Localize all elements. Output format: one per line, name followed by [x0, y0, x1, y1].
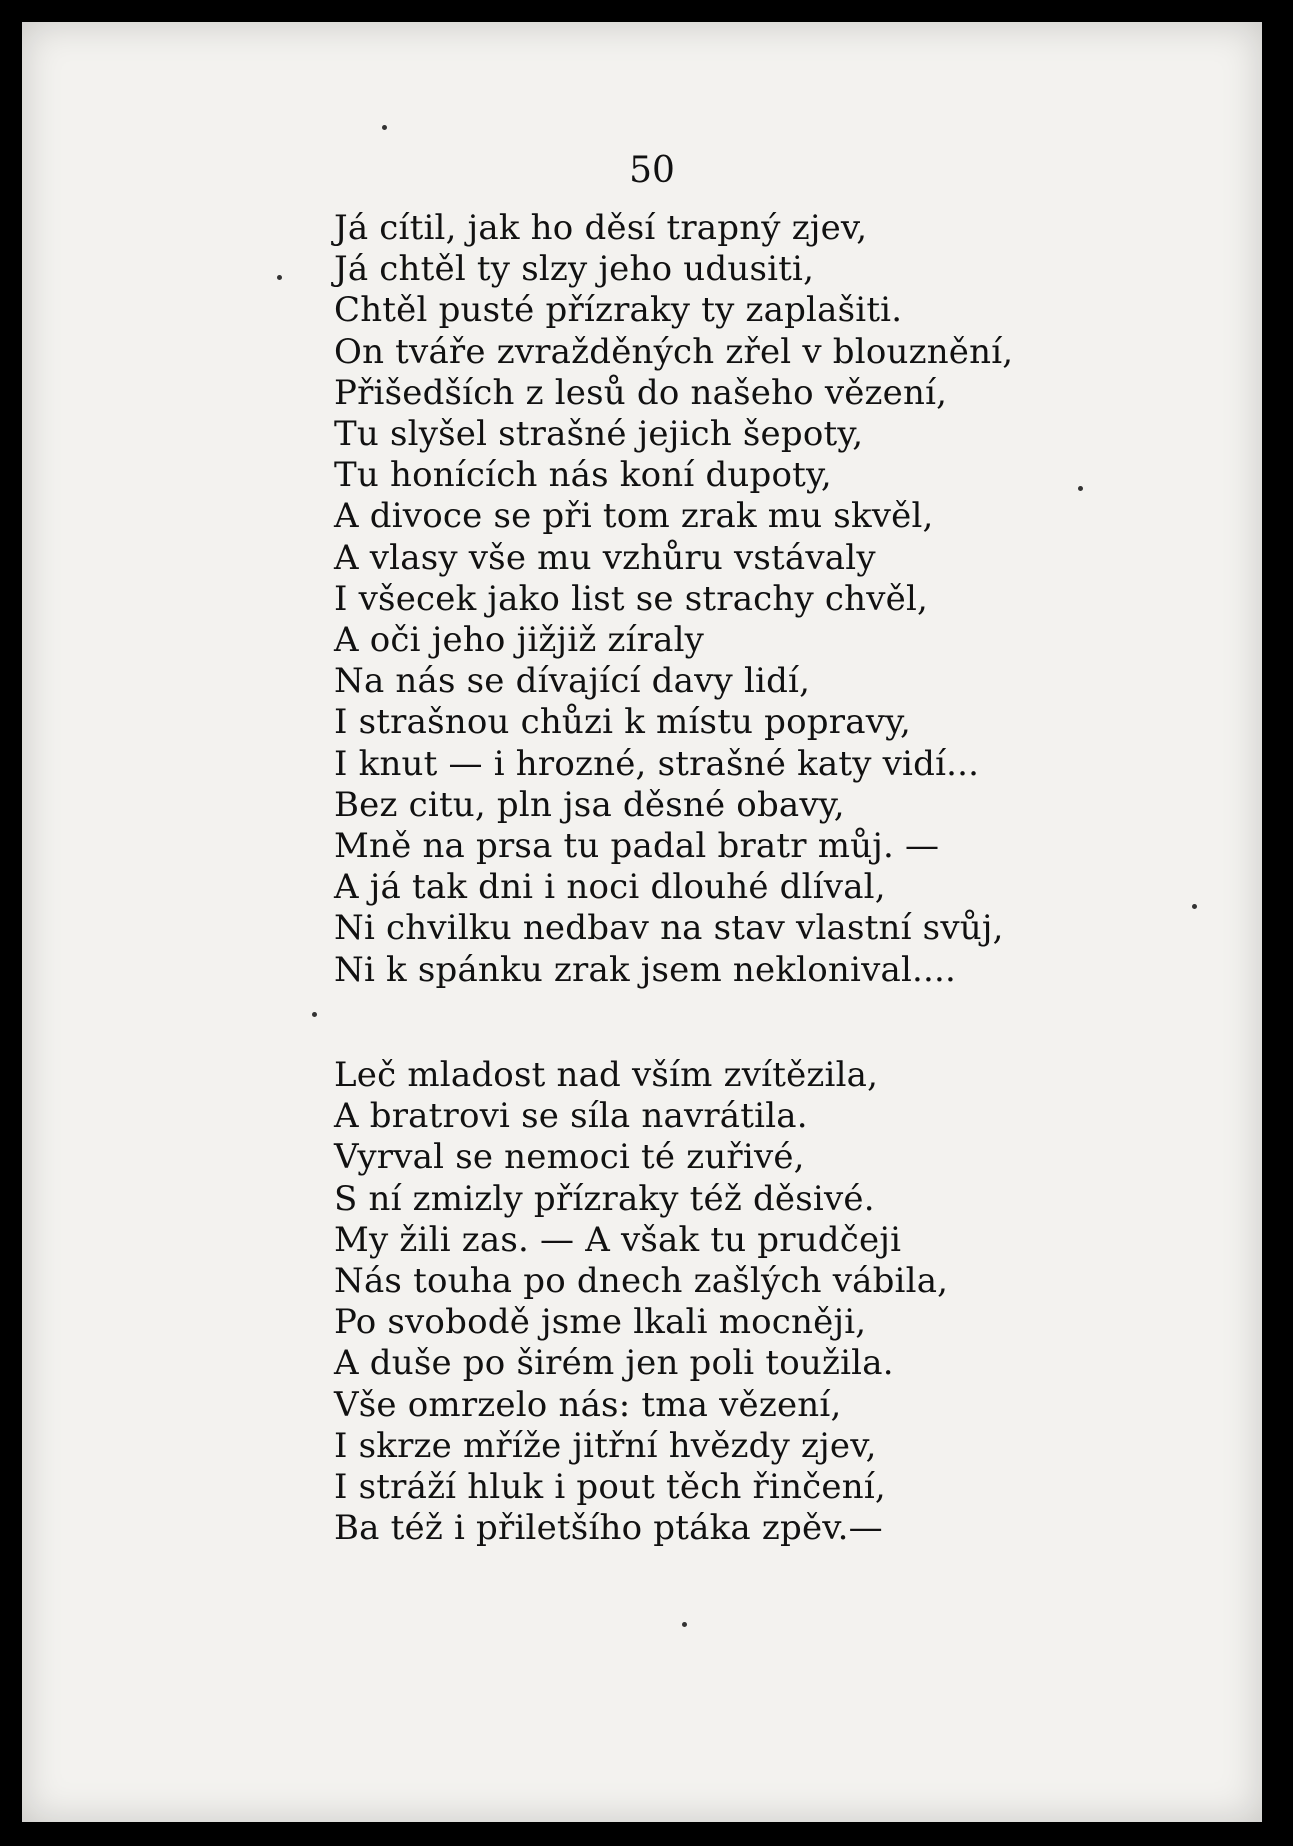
- poem-line: S ní zmizly přízraky též děsivé.: [334, 1178, 875, 1219]
- poem-line: A duše po širém jen poli toužila.: [334, 1343, 894, 1384]
- poem-line: Tu honících nás koní dupoty,: [334, 455, 832, 496]
- poem-line: Já cítil, jak ho děsí trapný zjev,: [334, 208, 868, 248]
- poem-line: Ba též i přiletšího ptáka zpěv.—: [334, 1508, 883, 1549]
- poem-line: Vše omrzelo nás: tma vězení,: [334, 1384, 842, 1425]
- poem-line: Bez citu, pln jsa děsné obavy,: [334, 784, 845, 825]
- poem-line: Já chtěl ty slzy jeho udusiti,: [334, 249, 815, 290]
- poem-line: A já tak dni i noci dlouhé dlíval,: [334, 867, 886, 908]
- print-speck: [312, 1012, 317, 1017]
- poem-line: Ni chvilku nedbav na stav vlastní svůj,: [334, 908, 1004, 949]
- poem-line: I skrze mříže jitřní hvězdy zjev,: [334, 1425, 877, 1466]
- print-speck: [682, 1622, 687, 1627]
- print-speck: [382, 125, 387, 130]
- print-speck: [277, 275, 282, 280]
- poem-line: My žili zas. — A však tu prudčeji: [334, 1219, 902, 1260]
- poem-line: I stráží hluk i pout těch řinčení,: [334, 1467, 886, 1508]
- poem-line: Po svobodě jsme lkali mocněji,: [334, 1302, 867, 1343]
- print-speck: [1078, 486, 1083, 491]
- poem-line: I všecek jako list se strachy chvěl,: [334, 578, 929, 619]
- poem-line: A divoce se při tom zrak mu skvěl,: [334, 496, 934, 537]
- poem-line: A bratrovi se síla navrátila.: [334, 1096, 808, 1137]
- poem-line: Vyrval se nemoci té zuřivé,: [334, 1137, 805, 1178]
- poem-line: I strašnou chůzi k místu popravy,: [334, 702, 911, 743]
- poem-line: Mně na prsa tu padal bratr můj. —: [334, 826, 940, 867]
- poem-line: Nás touha po dnech zašlých vábila,: [334, 1261, 949, 1302]
- poem-line: Ni k spánku zrak jsem neklonival....: [334, 949, 957, 990]
- poem-line: I knut — i hrozné, strašné katy vidí...: [334, 743, 980, 784]
- poem-line: Chtěl pusté přízraky ty zaplašiti.: [334, 290, 903, 331]
- poem-line: A oči jeho jižjiž zíraly: [334, 620, 705, 661]
- poem-stanza-1: [334, 208, 1013, 991]
- page-number: 50: [629, 150, 675, 191]
- poem-line: On tváře zvražděných zřel v blouznění,: [334, 331, 1014, 372]
- poem-line: A vlasy vše mu vzhůru vstávaly: [334, 537, 876, 578]
- poem-line: Leč mladost nad vším zvítězila,: [334, 1055, 879, 1095]
- poem-line: Tu slyšel strašné jejich šepoty,: [334, 414, 864, 455]
- poem-stanza-2: [334, 1055, 948, 1549]
- book-page: [22, 22, 1262, 1822]
- poem-line: Na nás se dívající davy lidí,: [334, 661, 811, 702]
- print-speck: [1192, 904, 1197, 909]
- poem-line: Přišedších z lesů do našeho vězení,: [334, 372, 948, 413]
